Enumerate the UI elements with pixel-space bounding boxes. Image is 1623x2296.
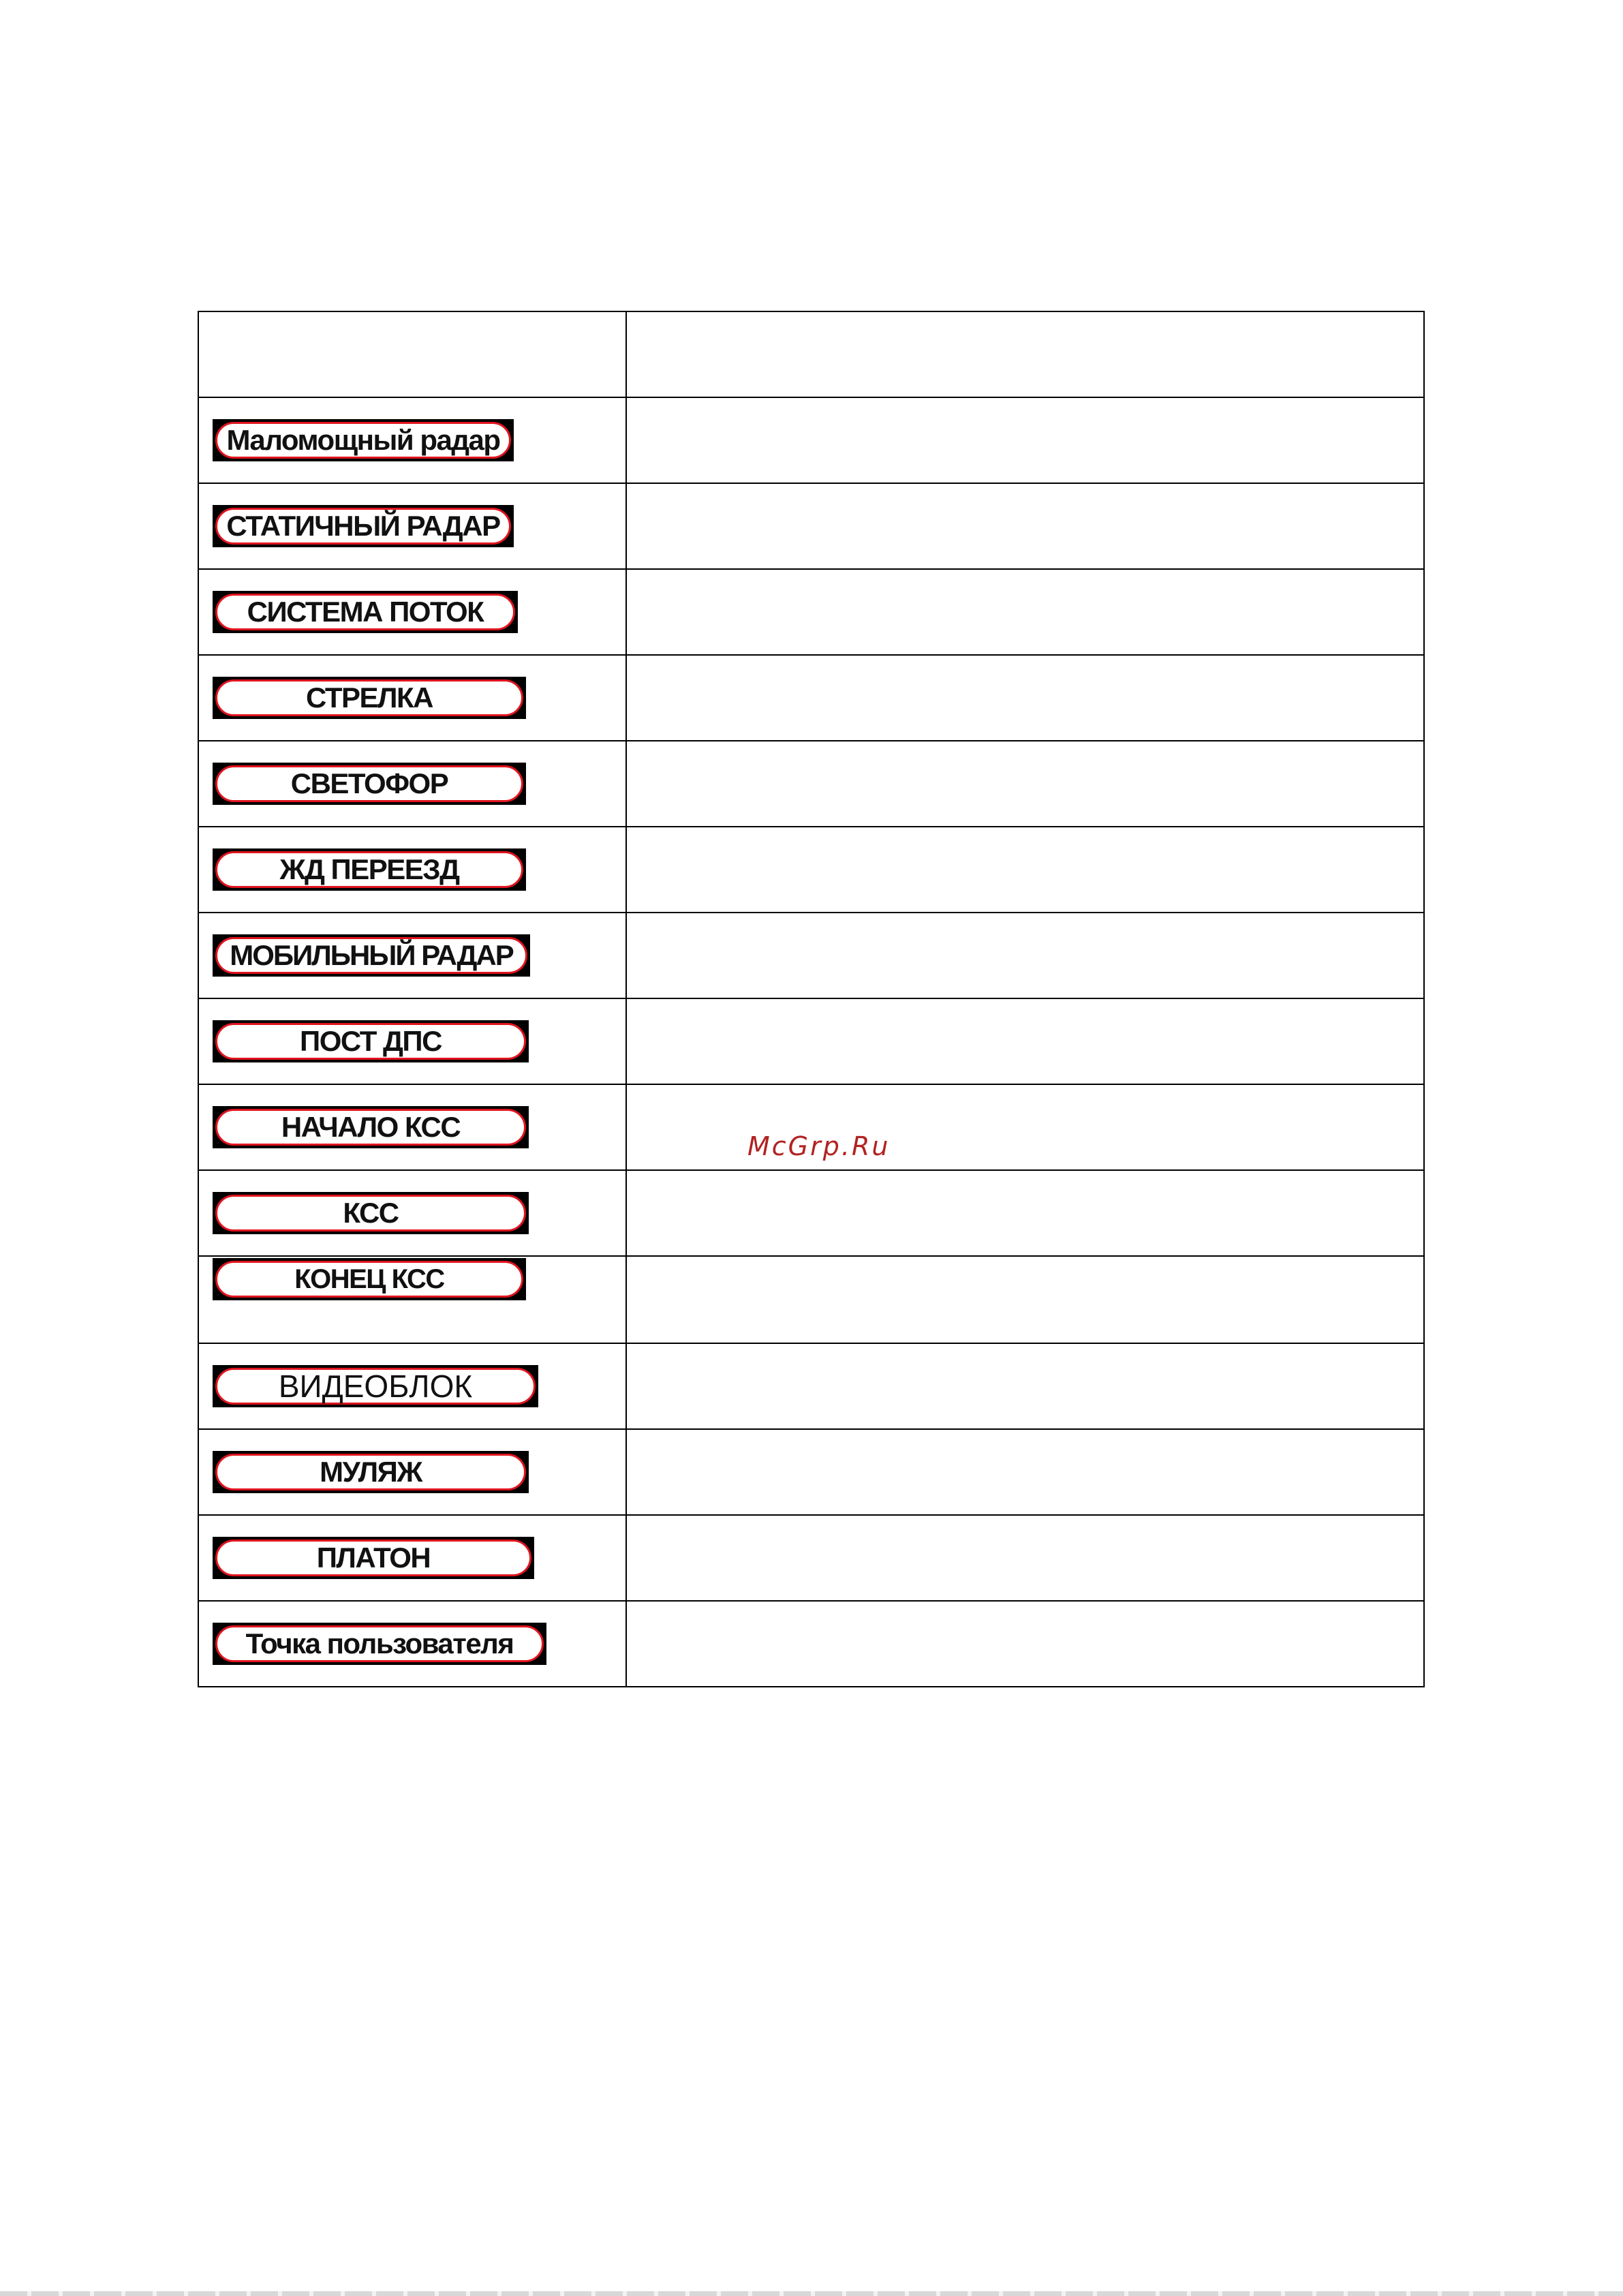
description-cell (626, 655, 1424, 741)
alert-badge-frame (213, 1451, 529, 1493)
watermark: McGrp.Ru (747, 1131, 891, 1161)
label-cell (198, 741, 626, 827)
table-row (198, 1515, 1424, 1601)
table-row (198, 397, 1424, 483)
table-row (198, 1256, 1424, 1343)
label-cell (198, 913, 626, 998)
alert-badge-kss: КСС (215, 1195, 526, 1231)
alert-badge-frame (213, 934, 530, 977)
description-cell (626, 1601, 1424, 1687)
alert-badge-video-block: ВИДЕОБЛОК (215, 1368, 536, 1405)
table-row (198, 827, 1424, 913)
label-cell (198, 1515, 626, 1601)
description-cell (626, 741, 1424, 827)
alert-badge-kss-end: КОНЕЦ КСС (215, 1261, 523, 1298)
alert-badge-traffic-light: СВЕТОФОР (215, 765, 523, 802)
alert-badge-frame (213, 848, 526, 891)
alert-badge-frame (213, 1258, 526, 1300)
header-cell-label (198, 311, 626, 397)
description-cell (626, 998, 1424, 1084)
alert-badge-frame (213, 677, 526, 719)
table-row (198, 741, 1424, 827)
label-cell (198, 827, 626, 913)
label-cell (198, 1343, 626, 1429)
alert-badge-kss-start: НАЧАЛО КСС (215, 1109, 526, 1146)
table-row (198, 569, 1424, 655)
description-cell (626, 483, 1424, 569)
alert-badge-dummy: МУЛЯЖ (215, 1454, 526, 1490)
alert-badge-dps-post: ПОСТ ДПС (215, 1023, 526, 1060)
label-cell (198, 1256, 626, 1343)
radar-legend-table (198, 311, 1425, 1687)
alert-badge-frame (213, 1020, 529, 1062)
alert-badge-frame (213, 1106, 529, 1148)
description-cell (626, 397, 1424, 483)
table-row (198, 1429, 1424, 1515)
table-row (198, 1170, 1424, 1256)
alert-badge-frame (213, 763, 526, 805)
label-cell (198, 483, 626, 569)
label-cell (198, 569, 626, 655)
description-cell (626, 913, 1424, 998)
description-cell (626, 1170, 1424, 1256)
description-cell (626, 1256, 1424, 1343)
description-cell (626, 827, 1424, 913)
label-cell (198, 1170, 626, 1256)
table-row (198, 1601, 1424, 1687)
alert-badge-potok-system: СИСТЕМА ПОТОК (215, 594, 515, 630)
table-row (198, 655, 1424, 741)
alert-badge-low-power-radar: Маломощный радар (215, 422, 511, 459)
description-cell (626, 1515, 1424, 1601)
alert-badge-mobile-radar: МОБИЛЬНЫЙ РАДАР (215, 937, 527, 974)
label-cell (198, 1084, 626, 1170)
alert-badge-frame (213, 1623, 546, 1665)
table-header-row (198, 311, 1424, 397)
alert-badge-static-radar: СТАТИЧНЫЙ РАДАР (215, 508, 511, 545)
table-row (198, 998, 1424, 1084)
alert-badge-frame (213, 1537, 534, 1579)
table-row (198, 913, 1424, 998)
alert-badge-user-point: Точка пользователя (215, 1625, 544, 1662)
label-cell (198, 397, 626, 483)
alert-badge-frame (213, 505, 514, 547)
description-cell (626, 1084, 1424, 1170)
table-row (198, 1343, 1424, 1429)
description-cell (626, 1429, 1424, 1515)
alert-badge-railway-crossing: ЖД ПЕРЕЕЗД (215, 851, 523, 888)
alert-badge-strelka: СТРЕЛКА (215, 679, 523, 716)
label-cell (198, 998, 626, 1084)
alert-badge-frame (213, 591, 518, 633)
alert-badge-platon: ПЛАТОН (215, 1540, 531, 1576)
header-cell-description (626, 311, 1424, 397)
page-bottom-edge (0, 2291, 1623, 2296)
label-cell (198, 655, 626, 741)
alert-badge-frame (213, 419, 514, 461)
description-cell (626, 569, 1424, 655)
alert-badge-frame (213, 1192, 529, 1234)
label-cell (198, 1429, 626, 1515)
table-row (198, 483, 1424, 569)
description-cell (626, 1343, 1424, 1429)
label-cell (198, 1601, 626, 1687)
alert-badge-frame (213, 1365, 538, 1407)
